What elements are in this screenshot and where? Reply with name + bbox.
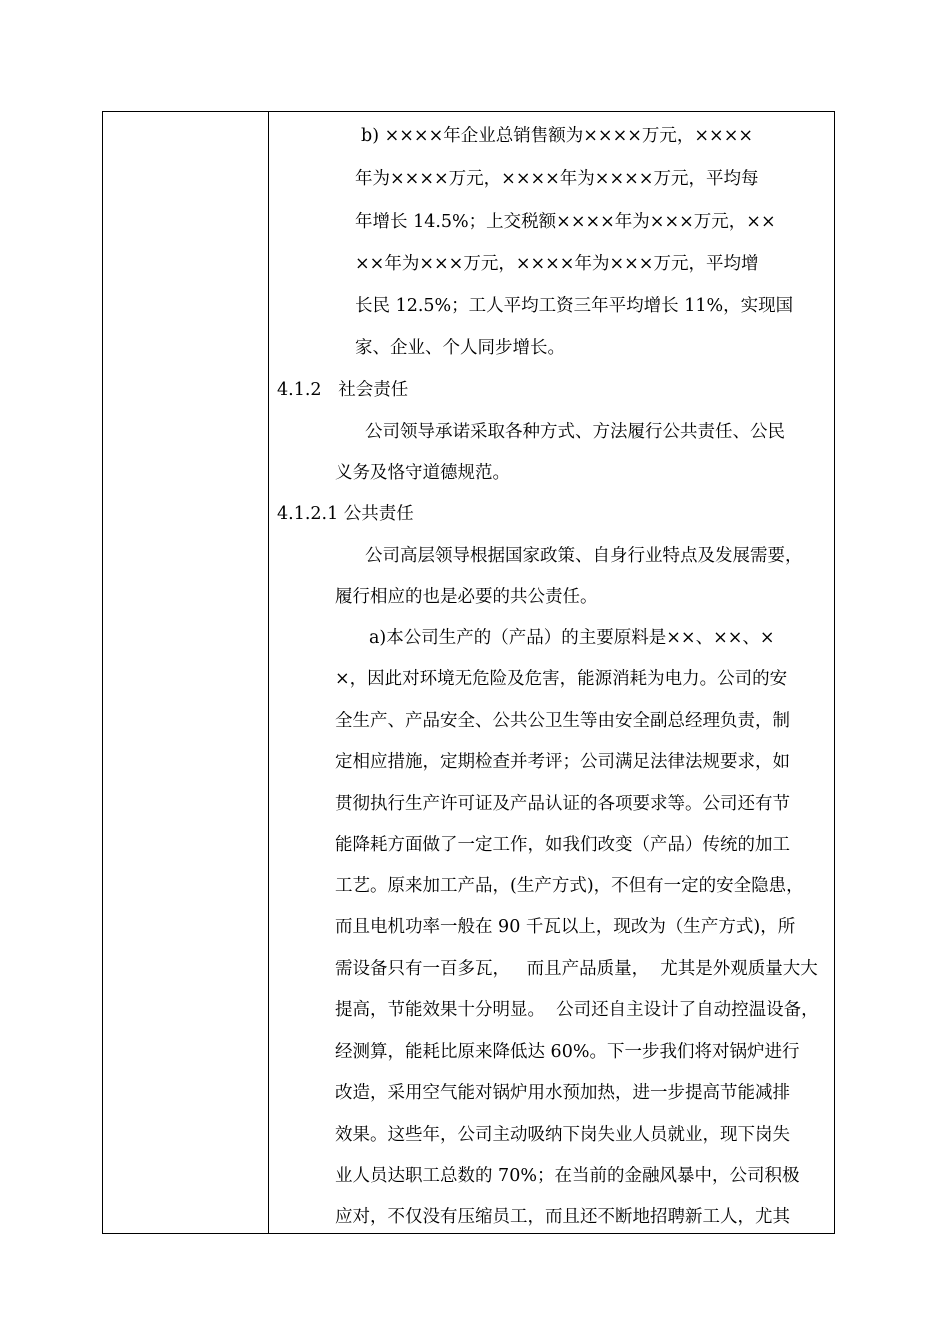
paragraph-line: 贯彻执行生产许可证及产品认证的各项要求等。公司还有节 — [335, 794, 790, 814]
paragraph-line: 长民 12.5%；工人平均工资三年平均增长 11%，实现国 — [355, 296, 794, 316]
paragraph-line: 能降耗方面做了一定工作，如我们改变（产品）传统的加工 — [335, 835, 790, 855]
paragraph-line: 业人员达职工总数的 70%；在当前的金融风暴中，公司积极 — [335, 1166, 800, 1186]
paragraph-line: 义务及恪守道德规范。 — [335, 463, 510, 483]
paragraph-line: 工艺。原来加工产品，(生产方式)，不但有一定的安全隐患， — [335, 876, 804, 896]
column-divider — [268, 112, 269, 1233]
section-heading: 4.1.2 社会责任 — [277, 380, 409, 400]
paragraph-line: 家、企业、个人同步增长。 — [355, 338, 565, 358]
paragraph-line: 效果。这些年，公司主动吸纳下岗失业人员就业，现下岗失 — [335, 1125, 790, 1145]
paragraph-line: 公司高层领导根据国家政策、自身行业特点及发展需要， — [365, 546, 803, 566]
paragraph-line: 应对，不仅没有压缩员工，而且还不断地招聘新工人，尤其 — [335, 1207, 790, 1227]
paragraph-line: 公司领导承诺采取各种方式、方法履行公共责任、公民 — [365, 422, 785, 442]
paragraph-line: 需设备只有一百多瓦， 而且产品质量， 尤其是外观质量大大 — [335, 959, 818, 979]
paragraph-line: 而且电机功率一般在 90 千瓦以上，现改为（生产方式)，所 — [335, 917, 796, 937]
left-cell — [103, 112, 268, 1233]
paragraph-line: 履行相应的也是必要的共公责任。 — [335, 587, 598, 607]
paragraph-line: 年为××××万元，××××年为××××万元，平均每 — [355, 169, 759, 189]
section-heading: 4.1.2.1 公共责任 — [277, 504, 414, 524]
paragraph-line: ××年为×××万元，××××年为×××万元，平均增 — [355, 254, 759, 274]
paragraph-line: 定相应措施，定期检查并考评；公司满足法律法规要求，如 — [335, 752, 790, 772]
paragraph-line: 年增长 14.5%；上交税额××××年为×××万元，×× — [355, 212, 776, 232]
paragraph-line: 全生产、产品安全、公共公卫生等由安全副总经理负责，制 — [335, 711, 790, 731]
paragraph-line: ×，因此对环境无危险及危害，能源消耗为电力。公司的安 — [335, 669, 788, 689]
paragraph-line: 提高，节能效果十分明显。 公司还自主设计了自动控温设备， — [335, 1000, 819, 1020]
paragraph-line: 改造，采用空气能对锅炉用水预加热，进一步提高节能减排 — [335, 1083, 790, 1103]
paragraph-line: a)本公司生产的（产品）的主要原料是××、××、× — [369, 628, 775, 648]
paragraph-line: b) ××××年企业总销售额为××××万元，×××× — [361, 126, 754, 146]
paragraph-line: 经测算，能耗比原来降低达 60%。下一步我们将对锅炉进行 — [335, 1042, 800, 1062]
